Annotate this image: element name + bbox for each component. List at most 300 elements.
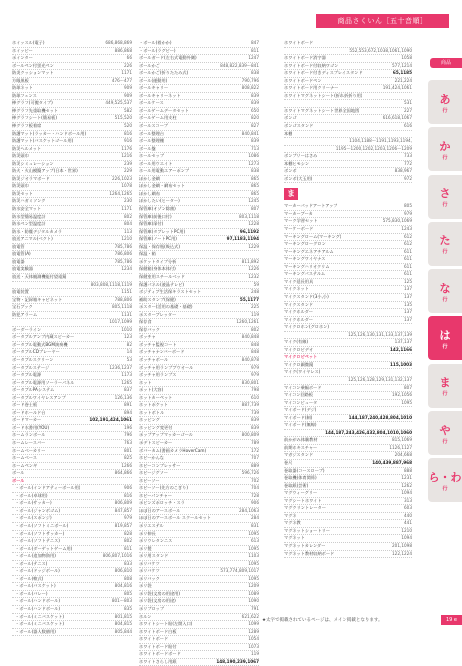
entry-name: ボータブルワイヤレスアンプ <box>12 394 66 400</box>
entry-name: ホワイトボード消字器 <box>284 55 326 61</box>
entry-name: ボードマーカー <box>12 417 42 423</box>
index-entry <box>284 249 412 257</box>
index-entry <box>12 410 132 418</box>
entry-name: マイクロピペット <box>284 354 318 360</box>
entry-pages: 803,1118 <box>239 213 259 219</box>
index-entry <box>284 400 412 408</box>
index-entry <box>139 183 259 191</box>
index-entry <box>139 108 259 116</box>
index-entry <box>139 478 259 486</box>
entry-pages: 1231 <box>401 475 412 481</box>
entry-name: マイコン乗幅ボード <box>284 384 322 390</box>
index-entry <box>12 485 132 493</box>
entry-pages: 887,739 <box>241 402 259 408</box>
entry-name: ボンプリーはさみ <box>284 153 318 159</box>
entry-pages: 739 <box>251 409 259 415</box>
entry-name: マグネットカレンダー <box>284 543 326 548</box>
index-entry <box>139 463 259 471</box>
entry-pages: 135 <box>404 301 412 307</box>
entry-pages: 582 <box>124 107 132 113</box>
index-entry <box>139 176 259 184</box>
index-entry <box>139 402 259 410</box>
index-entry <box>12 251 132 259</box>
entry-name: ボール用ウエイト <box>139 160 173 166</box>
entry-name: ・ボール(ミニバスケット) <box>15 621 65 627</box>
entry-pages: 802 <box>251 326 259 332</box>
entry-pages: 864,866 <box>114 470 132 476</box>
index-entry <box>12 334 132 342</box>
entry-name: ボンボ <box>284 168 297 174</box>
entry-pages: 811,892 <box>241 258 259 264</box>
entry-name: 防水安全マット <box>12 206 42 212</box>
entry-pages: 1086 <box>248 153 259 159</box>
entry-pages: 616 <box>404 123 412 129</box>
index-entry <box>139 500 259 508</box>
entry-pages <box>410 422 412 429</box>
entry-name: ボールかご <box>139 62 160 68</box>
entry-name: 防災シミュレーション <box>12 160 54 166</box>
entry-name: マグネ教 <box>284 520 301 526</box>
index-entry <box>139 372 259 380</box>
index-column-1 <box>12 40 132 636</box>
index-entry <box>139 191 259 199</box>
entry-pages: 806,807,1016 <box>102 553 132 559</box>
index-entry <box>284 146 412 154</box>
entry-name: ・ボール(テニス) <box>15 560 48 566</box>
entry-pages: 979 <box>251 364 259 370</box>
entry-name: 防護マット(ラッカー・ハンドボール用) <box>12 130 87 136</box>
entry-pages: 785,786 <box>114 258 132 264</box>
index-entry <box>139 93 259 101</box>
entry-pages: 847,857 <box>114 507 132 513</box>
index-entry <box>12 440 132 448</box>
entry-pages: 833 <box>124 560 132 566</box>
index-column-2 <box>139 40 259 666</box>
entry-pages: 1173 <box>121 372 132 378</box>
entry-name: ボッチャ用ランプス <box>139 372 177 378</box>
page-number: 19 e <box>441 615 462 625</box>
index-entry <box>139 410 259 418</box>
entry-name: ボータブルPAシステム <box>12 387 55 393</box>
kana-tab-label: あ <box>439 92 451 106</box>
entry-pages: 865 <box>251 190 259 196</box>
index-entry <box>139 561 259 569</box>
entry-pages: 808 <box>124 575 132 581</box>
entry-name: 保護パネル(液晶テレビ) <box>139 281 185 287</box>
entry-name: ・ボール(インドアティーボール用) <box>15 485 81 491</box>
entry-name: マグネット教材収納ボード <box>284 550 335 556</box>
entry-name: ぼかし金網 <box>139 175 160 181</box>
entry-name: ボールゲームデータセット <box>139 107 189 113</box>
entry-name: ホームペンギ <box>12 462 38 468</box>
entry-name: ポリバケツ <box>139 560 160 566</box>
entry-name: 防護マット(バスケットゴール用) <box>12 138 74 144</box>
index-entry <box>284 505 412 513</box>
entry-pages: 827 <box>251 123 259 129</box>
entry-pages: 440 <box>404 512 412 518</box>
entry-pages: 1210 <box>401 527 412 533</box>
index-entry <box>284 339 412 347</box>
entry-pages: 733 <box>404 153 412 159</box>
index-entry <box>284 131 412 139</box>
entry-name: 巻取器(コースロープ) <box>284 467 325 473</box>
index-entry <box>284 48 412 56</box>
section-heading-ma: ま <box>284 188 298 200</box>
entry-pages: 840,841 <box>241 130 259 136</box>
entry-pages: 1089 <box>248 590 259 596</box>
entry-name: ぼかし網布 <box>139 190 160 196</box>
entry-name: ポリ用スタンド <box>139 553 169 559</box>
entry-name: ・ボール(バスケット) <box>15 583 56 589</box>
index-entry <box>139 651 259 659</box>
entry-pages: 239 <box>124 160 132 166</box>
index-entry <box>284 377 412 385</box>
side-category-label: 商品 <box>430 58 462 68</box>
index-entry <box>12 357 132 365</box>
index-entry <box>139 395 259 403</box>
entry-name: 本棚ヒモシン <box>284 160 310 166</box>
index-entry <box>139 357 259 365</box>
index-entry <box>139 485 259 493</box>
entry-name: ボールケース <box>139 100 164 106</box>
entry-name: 防火・火山模擬アップ(日本・世界) <box>12 168 78 174</box>
entry-pages: 1260,1261 <box>236 319 259 325</box>
entry-pages: 122,1224 <box>392 550 412 556</box>
entry-pages: 1265 <box>121 379 132 385</box>
index-entry <box>284 543 412 551</box>
entry-name: ホワイトさらし用紙 <box>139 658 177 664</box>
entry-name: マガジスタンド <box>284 452 314 458</box>
entry-name: 放電装置 <box>12 289 29 295</box>
entry-name: ボーダーライン <box>12 326 42 332</box>
index-entry <box>12 614 132 622</box>
entry-name: マイコン回路板 <box>284 392 314 398</box>
kana-tab[interactable] <box>428 222 462 266</box>
kana-tab-suffix: 行 <box>442 485 448 492</box>
entry-pages: 811 <box>251 47 259 53</box>
entry-name: ボード巻土板 <box>12 402 38 408</box>
entry-pages: 248 <box>251 289 259 295</box>
entry-pages: 909 <box>124 92 132 98</box>
entry-pages: 835 <box>124 606 132 612</box>
kana-tab[interactable] <box>428 80 462 124</box>
entry-name: ボール整理台 <box>139 130 165 136</box>
index-entry <box>12 319 132 327</box>
entry-name: ・ボール(軟式) <box>15 575 44 581</box>
kana-tab[interactable] <box>428 458 462 502</box>
entry-name: ボールキャリー <box>139 85 169 91</box>
entry-name: ポスターブレッター <box>139 311 177 317</box>
entry-name: 防災ジオラマボード <box>12 175 50 181</box>
entry-pages: 596,726 <box>241 470 259 476</box>
entry-pages: 707 <box>251 455 259 461</box>
index-entry <box>284 535 412 543</box>
kana-tab[interactable] <box>428 269 462 313</box>
entry-pages: 1073 <box>248 643 259 649</box>
entry-name: ・ボール(ソフトテニス) <box>15 538 60 544</box>
index-entry <box>12 161 132 169</box>
entry-pages: 816 <box>124 130 132 136</box>
entry-name: ボッチャ用ランプブウオール <box>139 364 194 370</box>
entry-name: ホルン <box>139 613 152 619</box>
index-entry <box>284 347 412 355</box>
entry-name: マグクリントレーター <box>284 505 326 511</box>
entry-name: ホッピング変更付 <box>139 424 173 430</box>
entry-pages: 201,1098 <box>392 543 412 548</box>
entry-pages: 891 <box>124 402 132 408</box>
index-entry <box>12 629 132 637</box>
entry-name: ボード水書用(YOU) <box>12 424 50 430</box>
entry-pages: 805,1118 <box>112 304 132 310</box>
index-entry <box>12 304 132 312</box>
entry-pages: 14 <box>126 349 132 355</box>
index-entry <box>12 508 132 516</box>
entry-pages: 916 <box>124 138 132 144</box>
entry-name: 保管庫(扉付) <box>139 221 164 227</box>
kana-tab[interactable] <box>428 175 462 219</box>
index-entry <box>139 229 259 237</box>
entry-name <box>284 146 288 153</box>
entry-pages: 192,1056 <box>392 392 412 398</box>
entry-pages <box>130 478 132 485</box>
index-entry <box>139 153 259 161</box>
entry-name: ・ボール(ハンドボール) <box>15 598 60 604</box>
entry-name: ボードホールド台 <box>12 409 46 415</box>
index-entry <box>139 236 259 244</box>
index-entry <box>139 115 259 123</box>
entry-pages: 126,136 <box>114 394 132 400</box>
kana-tab-list <box>428 80 462 506</box>
entry-pages: 225 <box>251 304 259 310</box>
entry-name: 保管庫(タブレットPC用) <box>139 228 186 234</box>
entry-pages: 888 <box>404 467 412 473</box>
index-entry <box>139 493 259 501</box>
entry-pages: 728 <box>251 492 259 498</box>
index-entry <box>12 448 132 456</box>
index-entry <box>12 515 132 523</box>
entry-name <box>284 430 288 437</box>
entry-pages: 1103 <box>248 553 259 559</box>
index-entry <box>12 425 132 433</box>
index-entry <box>12 432 132 440</box>
entry-pages: 204,668 <box>394 452 412 458</box>
entry-name: マーキングパステルム <box>284 271 326 277</box>
entry-pages: 848 <box>251 341 259 347</box>
entry-pages: 713 <box>251 145 259 151</box>
index-entry <box>139 531 259 539</box>
index-entry <box>139 515 259 523</box>
entry-name: 保存バック <box>139 326 160 332</box>
entry-name: マーキングエネアチアルム <box>284 248 334 254</box>
entry-name: マーキングローグロン <box>284 241 326 247</box>
entry-name <box>12 319 16 326</box>
index-entry <box>12 191 132 199</box>
entry-pages: 790,796 <box>241 77 259 83</box>
entry-pages: 191,424,1061 <box>382 85 412 91</box>
entry-pages: 59 <box>253 281 259 287</box>
entry-pages: 1095 <box>248 530 259 536</box>
entry-name: ・ボール(ラグビー) <box>139 47 176 53</box>
index-entry <box>284 445 412 453</box>
entry-name: マイボード(デジ) <box>284 407 317 413</box>
index-entry <box>12 312 132 320</box>
index-entry <box>12 402 132 410</box>
index-entry <box>12 274 132 282</box>
index-entry <box>284 528 412 536</box>
index-entry <box>12 214 132 222</box>
entry-pages: 1094 <box>401 490 412 496</box>
entry-pages <box>410 93 412 100</box>
index-entry <box>284 385 412 393</box>
entry-name: ポリ袋(文房の用途) <box>139 598 176 604</box>
entry-name: ・ボール(サッカー) <box>15 500 52 506</box>
index-entry <box>139 576 259 584</box>
entry-pages: 808,822 <box>241 85 259 91</box>
entry-name: 防災頭巾 <box>12 153 29 159</box>
index-entry <box>12 108 132 116</box>
index-entry <box>12 63 132 71</box>
index-entry <box>284 317 412 325</box>
index-header: 商品さくいん［五十音順］ <box>316 14 449 28</box>
index-entry <box>12 289 132 297</box>
index-entry <box>12 327 132 335</box>
entry-name: ボンボ(大玉用) <box>284 175 313 181</box>
index-entry <box>284 153 412 161</box>
entry-pages: 805 <box>404 203 412 209</box>
entry-name: 巻取紙(芸術) <box>284 482 309 488</box>
entry-name: ホワイトマグネットシート世界全国地図 <box>284 107 360 113</box>
entry-pages: 140,439,887,968 <box>372 459 412 465</box>
entry-pages: 791 <box>251 606 259 612</box>
index-column-3 <box>284 40 412 558</box>
entry-name: ボール <box>12 477 25 483</box>
entry-name: ほぼ日のアースボール スクールセット <box>139 515 212 521</box>
entry-pages: 789 <box>251 439 259 445</box>
kana-tab-label: ら・わ <box>428 470 462 484</box>
index-entry <box>284 468 412 476</box>
entry-name: 防災ヘルメット <box>12 145 42 151</box>
entry-name: ボジティブ生活保キラストセット <box>139 289 202 295</box>
entry-pages: 650 <box>251 107 259 113</box>
entry-pages: 838 <box>251 168 259 174</box>
entry-pages: 807 <box>251 206 259 212</box>
entry-pages: 838 <box>251 70 259 76</box>
kana-tab-label: ま <box>439 376 451 390</box>
entry-name: ボール盤 <box>139 145 156 151</box>
index-entry <box>12 349 132 357</box>
index-entry <box>284 483 412 491</box>
index-entry <box>139 198 259 206</box>
index-entry <box>284 256 412 264</box>
index-entry <box>284 115 412 123</box>
entry-name: ホワイトボード貼付 <box>139 643 177 649</box>
index-entry <box>139 606 259 614</box>
index-entry <box>139 629 259 637</box>
entry-name: ポインター <box>12 55 33 61</box>
entry-pages: 125 <box>404 278 412 284</box>
index-entry <box>284 422 412 430</box>
index-entry <box>12 176 132 184</box>
entry-name: ホームレースバー <box>12 439 46 445</box>
entry-name: 前期ホキスチャー <box>284 444 318 450</box>
entry-pages: 226 <box>124 62 132 68</box>
index-entry <box>284 324 412 332</box>
index-entry <box>284 176 412 184</box>
entry-pages: 839 <box>251 138 259 144</box>
entry-name: ボールキャリーネット <box>139 92 181 98</box>
entry-pages: 1078 <box>121 183 132 189</box>
index-entry <box>284 415 412 423</box>
entry-name: 放送・天体観測機能付望遠鏡 <box>12 273 67 279</box>
entry-name: マイク(ワイヤレス) <box>284 369 321 375</box>
entry-pages: 611 <box>404 271 412 277</box>
entry-pages: 53 <box>126 356 132 362</box>
index-entry <box>139 304 259 312</box>
entry-name: 保存食 <box>139 319 152 325</box>
entry-name: ・ボール(ドッジボール) <box>15 568 60 574</box>
index-entry <box>139 568 259 576</box>
entry-pages: 839 <box>251 424 259 430</box>
entry-pages: 1095 <box>401 399 412 405</box>
kana-tab-label: な <box>439 281 451 295</box>
entry-name: ホビーソー <box>139 477 160 483</box>
kana-tab[interactable] <box>428 364 462 408</box>
entry-name: マイクロ顕微鏡 <box>284 361 314 367</box>
entry-name: マグネ <box>284 512 297 518</box>
entry-name: ボッチャ <box>139 334 156 340</box>
entry-pages: 1171 <box>121 206 132 212</box>
index-entry <box>12 455 132 463</box>
entry-name: ボッチャボール <box>139 356 169 362</box>
entry-name: 防水ペン型温度計 <box>12 221 46 227</box>
index-entry <box>12 583 132 591</box>
index-entry <box>139 334 259 342</box>
kana-tab-label: た <box>439 234 451 248</box>
entry-pages <box>410 354 412 361</box>
entry-name: ・ボール(追加物資用) <box>15 553 56 559</box>
index-entry <box>12 229 132 237</box>
entry-pages: 1095 <box>248 560 259 566</box>
kana-tab[interactable] <box>428 316 462 360</box>
entry-name: マイクロビデオ <box>284 346 314 352</box>
entry-pages: 805 <box>124 590 132 596</box>
entry-name: マイク延長用具 <box>284 278 314 284</box>
entry-pages <box>130 274 132 281</box>
kana-tab[interactable] <box>428 411 462 455</box>
entry-name: ポップアップマッカーゴール <box>139 432 193 438</box>
index-entry <box>12 531 132 539</box>
index-entry <box>284 218 412 226</box>
entry-pages: 137 <box>404 286 412 292</box>
entry-pages: 802 <box>124 538 132 544</box>
index-entry <box>284 78 412 86</box>
index-entry <box>139 48 259 56</box>
entry-name: ホール用電動エアーポンプ <box>139 168 190 174</box>
index-entry <box>284 203 412 211</box>
index-entry <box>12 417 132 425</box>
index-entry <box>139 221 259 229</box>
entry-pages: 1126,1127 <box>389 444 412 450</box>
entry-pages: 1131 <box>121 311 132 317</box>
entry-pages: 65,1185 <box>392 70 412 76</box>
entry-name: 防炎クッションマット <box>12 70 54 76</box>
entry-pages: 909 <box>124 85 132 91</box>
entry-pages: 1232 <box>248 273 259 279</box>
index-entry <box>139 138 259 146</box>
kana-tab[interactable] <box>428 127 462 171</box>
entry-pages: 979 <box>404 210 412 216</box>
entry-pages: 1229 <box>248 243 259 249</box>
